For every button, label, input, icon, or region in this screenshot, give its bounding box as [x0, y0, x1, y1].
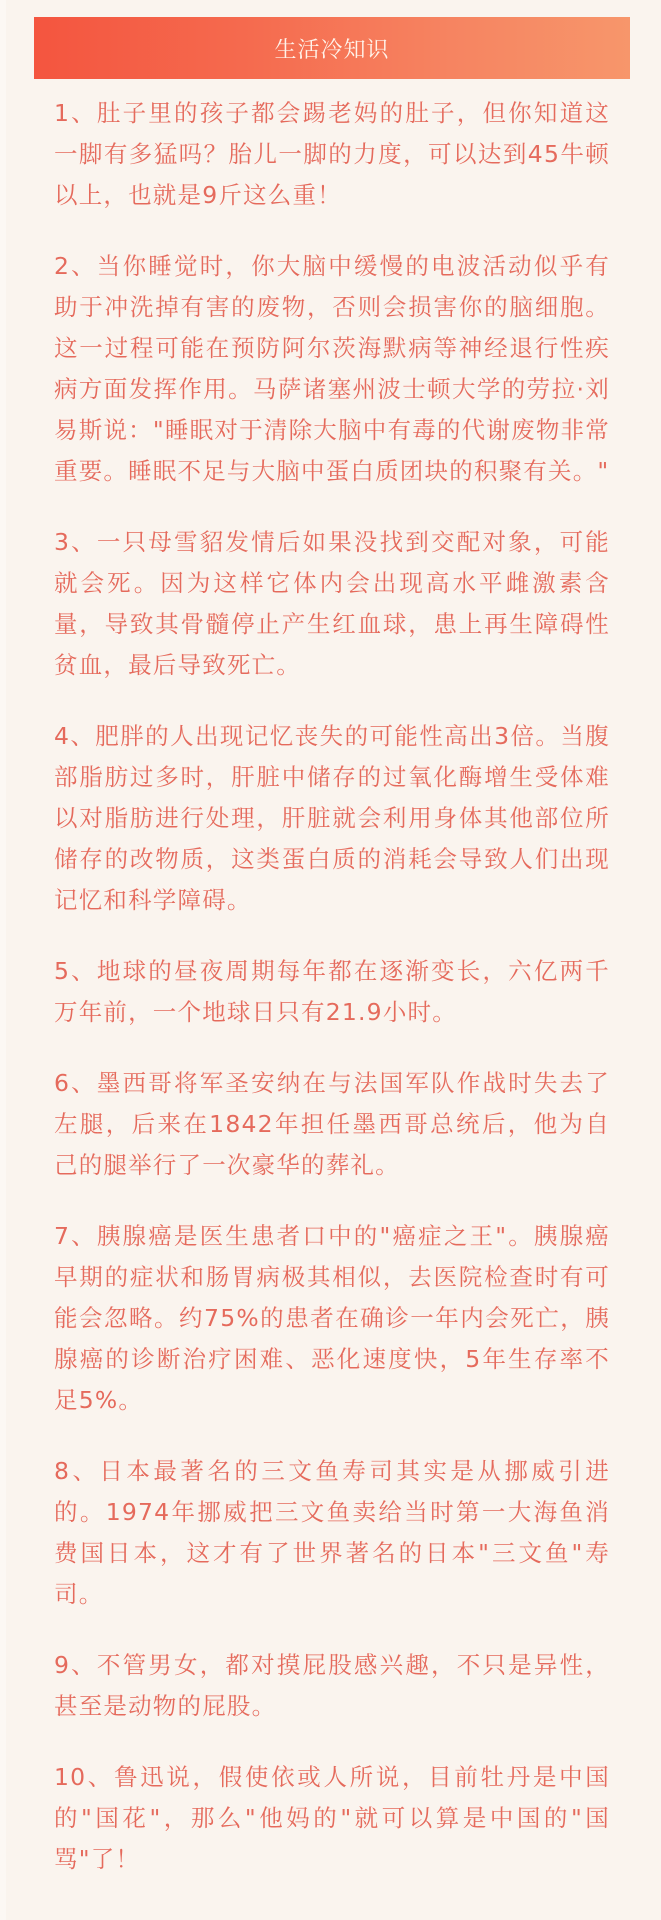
fact-item-6: 6、墨西哥将军圣安纳在与法国军队作战时失去了左腿，后来在1842年担任墨西哥总统后，他为自己的腿举行了一次豪华的葬礼。	[54, 1069, 610, 1179]
fact-item-7: 7、胰腺癌是医生患者口中的"癌症之王"。胰腺癌早期的症状和肠胃病极其相似，去医院检查时有可能会忽略。约75%的患者在确诊一年内会死亡，胰腺癌的诊断治疗困难、恶化速度快，5年生存率不足5%。	[54, 1222, 610, 1414]
page-edge	[0, 0, 6, 1920]
fact-item-2: 2、当你睡觉时，你大脑中缓慢的电波活动似乎有助于冲洗掉有害的废物，否则会损害你的脑细胞。这一过程可能在预防阿尔茨海默病等神经退行性疾病方面发挥作用。马萨诸塞州波士顿大学的劳拉·刘易斯说："睡眠对于清除大脑中有毒的代谢废物非常重要。睡眠不足与大脑中蛋白质团块的积聚有关。"	[54, 252, 610, 485]
fact-item-10: 10、鲁迅说，假使依或人所说，目前牡丹是中国的"国花"，那么"他妈的"就可以算是中国的"国骂"了！	[54, 1763, 610, 1873]
facts-list	[54, 93, 610, 1880]
fact-item-9: 9、不管男女，都对摸屁股感兴趣，不只是异性，甚至是动物的屁股。	[54, 1651, 610, 1720]
fact-item-1: 1、肚子里的孩子都会踢老妈的肚子，但你知道这一脚有多猛吗？胎儿一脚的力度，可以达到45牛顿以上，也就是9斤这么重！	[54, 99, 610, 209]
fact-item-3: 3、一只母雪貂发情后如果没找到交配对象，可能就会死。因为这样它体内会出现高水平雌激素含量，导致其骨髓停止产生红血球，患上再生障碍性贫血，最后导致死亡。	[54, 528, 610, 679]
title-banner	[34, 17, 630, 79]
page-title: 生活冷知识	[274, 37, 390, 63]
fact-item-4: 4、肥胖的人出现记忆丧失的可能性高出3倍。当腹部脂肪过多时，肝脏中储存的过氧化酶增生受体难以对脂肪进行处理，肝脏就会利用身体其他部位所储存的改物质，这类蛋白质的消耗会导致人们出现记忆和科学障碍。	[54, 722, 610, 914]
fact-item-5: 5、地球的昼夜周期每年都在逐渐变长，六亿两千万年前，一个地球日只有21.9小时。	[54, 957, 610, 1026]
fact-item-8: 8、日本最著名的三文鱼寿司其实是从挪威引进的。1974年挪威把三文鱼卖给当时第一大海鱼消费国日本，这才有了世界著名的日本"三文鱼"寿司。	[54, 1457, 610, 1608]
